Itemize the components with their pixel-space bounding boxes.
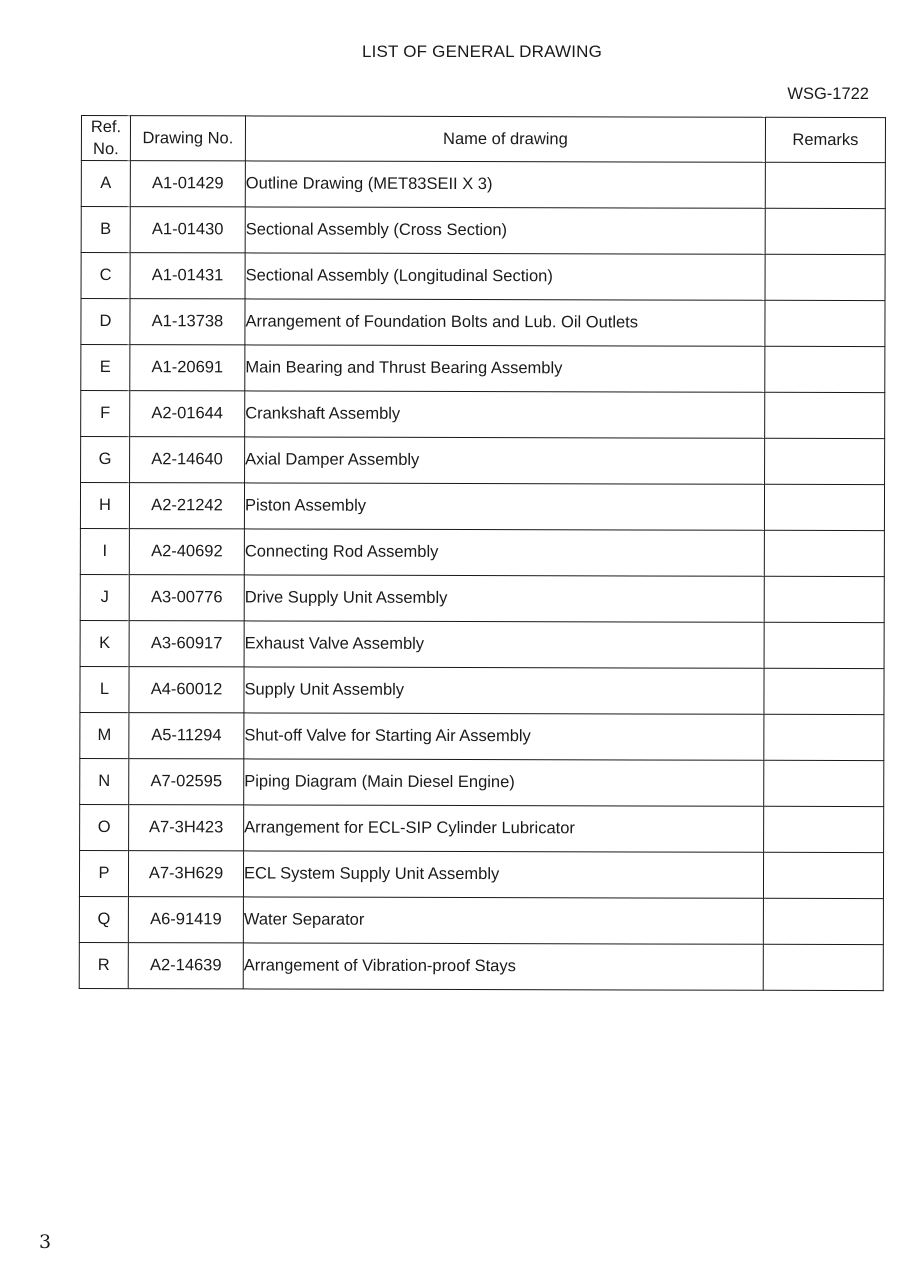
table-row	[81, 207, 885, 255]
remarks-cell	[765, 208, 885, 254]
drawing-name-cell: Main Bearing and Thrust Bearing Assembly	[245, 345, 765, 392]
page-title: LIST OF GENERAL DRAWING	[361, 42, 603, 61]
ref-cell: N	[80, 758, 129, 804]
table-row	[80, 804, 884, 852]
drawing-name-cell: Sectional Assembly (Longitudinal Section)	[245, 253, 765, 300]
page-number: 3	[39, 1231, 52, 1253]
drawing-no-cell: A7-02595	[129, 759, 244, 805]
drawing-no-cell: A2-14640	[130, 437, 245, 483]
ref-cell: M	[80, 712, 129, 758]
drawing-no-cell: A2-14639	[128, 943, 243, 989]
remarks-cell	[763, 852, 883, 898]
table-row	[80, 528, 884, 576]
ref-cell: L	[80, 666, 129, 712]
table-row	[80, 712, 884, 760]
drawing-no-cell: A6-91419	[128, 897, 243, 943]
remarks-cell	[763, 898, 883, 944]
ref-cell: O	[80, 804, 129, 850]
ref-cell: F	[81, 391, 130, 437]
table-row	[81, 345, 885, 393]
drawing-name-cell: Arrangement for ECL-SIP Cylinder Lubricator	[244, 805, 764, 852]
table-row	[81, 391, 885, 439]
ref-cell: P	[79, 850, 128, 896]
table-row	[81, 161, 885, 209]
drawing-name-cell: Outline Drawing (MET83SEII X 3)	[245, 161, 765, 208]
drawing-name-cell: Shut-off Valve for Starting Air Assembly	[244, 713, 764, 760]
table-row	[81, 299, 885, 347]
drawing-no-cell: A3-60917	[129, 621, 244, 667]
drawing-name-cell: Piston Assembly	[244, 483, 764, 530]
col-header-name: Name of drawing	[245, 116, 765, 162]
table-row	[81, 253, 885, 301]
drawing-name-cell: Arrangement of Vibration-proof Stays	[243, 943, 763, 990]
ref-cell: R	[79, 942, 128, 988]
remarks-cell	[765, 438, 885, 484]
ref-cell: I	[80, 528, 129, 574]
remarks-cell	[764, 530, 884, 576]
remarks-cell	[765, 162, 885, 208]
drawing-name-cell: Arrangement of Foundation Bolts and Lub. Oil Outlets	[245, 299, 765, 346]
table-row	[79, 942, 883, 990]
drawing-name-cell: Crankshaft Assembly	[245, 391, 765, 438]
table-row	[81, 437, 885, 485]
drawing-name-cell: Connecting Rod Assembly	[244, 529, 764, 576]
drawing-no-cell: A5-11294	[129, 713, 244, 759]
col-header-ref-line2: No.	[93, 140, 119, 159]
drawing-name-cell: Drive Supply Unit Assembly	[244, 575, 764, 622]
col-header-drawing-no: Drawing No.	[130, 116, 245, 161]
drawing-no-cell: A2-40692	[129, 529, 244, 575]
table-row	[79, 850, 883, 898]
drawing-no-cell: A4-60012	[129, 667, 244, 713]
remarks-cell	[765, 346, 885, 392]
ref-cell: H	[80, 483, 129, 529]
document-code: WSG-1722	[787, 85, 869, 103]
ref-cell: C	[81, 253, 130, 299]
drawing-name-cell: ECL System Supply Unit Assembly	[243, 851, 763, 898]
remarks-cell	[764, 622, 884, 668]
remarks-cell	[764, 760, 884, 806]
table-header-row	[81, 116, 885, 163]
remarks-cell	[764, 576, 884, 622]
table-row	[79, 896, 883, 944]
drawing-no-cell: A3-00776	[129, 575, 244, 621]
drawing-name-cell: Exhaust Valve Assembly	[244, 621, 764, 668]
table-row	[80, 666, 884, 714]
drawing-name-cell: Supply Unit Assembly	[244, 667, 764, 714]
remarks-cell	[764, 806, 884, 852]
drawing-no-cell: A2-01644	[130, 391, 245, 437]
drawing-no-cell: A7-3H423	[129, 805, 244, 851]
drawing-no-cell: A1-01431	[130, 253, 245, 299]
col-header-ref-line1: Ref.	[90, 118, 122, 137]
drawing-name-cell: Piping Diagram (Main Diesel Engine)	[244, 759, 764, 806]
ref-cell: E	[81, 345, 130, 391]
remarks-cell	[765, 254, 885, 300]
drawing-no-cell: A1-01430	[130, 207, 245, 253]
drawing-no-cell: A1-01429	[130, 161, 245, 207]
remarks-cell	[764, 484, 884, 530]
ref-cell: B	[81, 207, 130, 253]
remarks-cell	[765, 300, 885, 346]
ref-cell: A	[81, 161, 130, 207]
remarks-cell	[763, 944, 883, 990]
col-header-remarks: Remarks	[765, 117, 885, 162]
drawing-name-cell: Axial Damper Assembly	[245, 437, 765, 484]
drawing-no-cell: A2-21242	[129, 483, 244, 529]
table-row	[80, 620, 884, 668]
ref-cell: G	[81, 437, 130, 483]
table-row	[80, 483, 884, 531]
drawing-no-cell: A1-13738	[130, 299, 245, 345]
drawing-name-cell: Sectional Assembly (Cross Section)	[245, 207, 765, 254]
drawing-name-cell: Water Separator	[243, 897, 763, 944]
drawing-no-cell: A1-20691	[130, 345, 245, 391]
drawing-no-cell: A7-3H629	[128, 851, 243, 897]
table-body	[79, 161, 885, 991]
ref-cell: Q	[79, 896, 128, 942]
drawings-table	[79, 115, 886, 991]
remarks-cell	[764, 714, 884, 760]
table-row	[80, 574, 884, 622]
table-row	[80, 758, 884, 806]
ref-cell: D	[81, 299, 130, 345]
remarks-cell	[765, 392, 885, 438]
col-header-ref-no	[81, 116, 130, 161]
ref-cell: J	[80, 574, 129, 620]
ref-cell: K	[80, 620, 129, 666]
remarks-cell	[764, 668, 884, 714]
